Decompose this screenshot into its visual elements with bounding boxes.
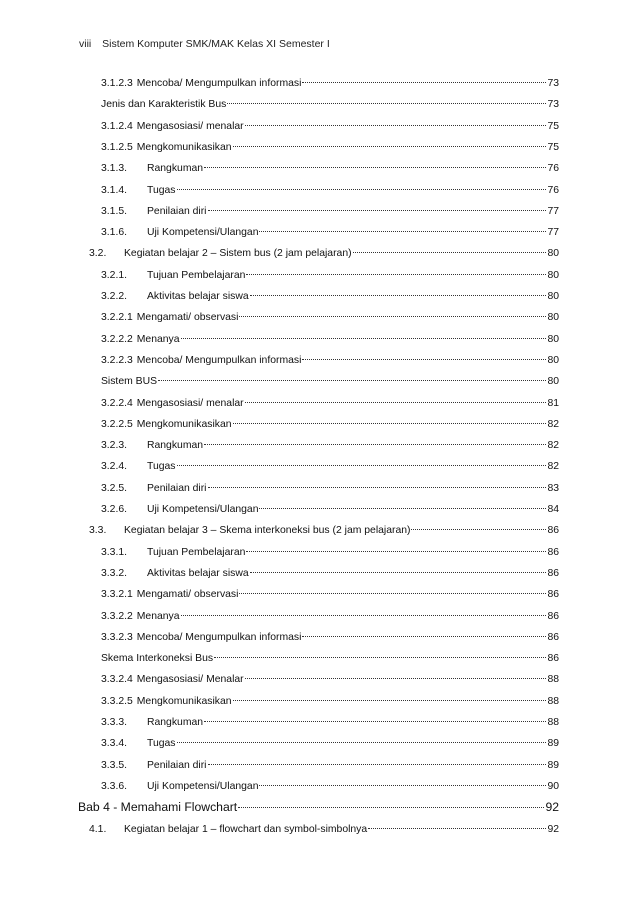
- toc-title: Mengasosiasi/ menalar: [136, 397, 244, 409]
- toc-number: 3.3.2.4: [101, 674, 133, 686]
- toc-dot-leader: [259, 231, 546, 232]
- toc-dot-leader: [246, 274, 546, 275]
- toc-title: Kegiatan belajar 2 – Sistem bus (2 jam pelajaran): [124, 248, 352, 260]
- toc-page-number: 92: [547, 823, 559, 835]
- toc-page-number: 84: [547, 504, 559, 515]
- toc-page-number: 80: [547, 312, 559, 324]
- toc-title: Tujuan Pembelajaran: [147, 546, 246, 558]
- toc-dot-leader: [239, 593, 546, 594]
- toc-page-number: 80: [547, 333, 559, 345]
- page-number: viii: [79, 38, 92, 50]
- toc-entry[interactable]: [101, 759, 559, 773]
- toc-entry[interactable]: [101, 98, 559, 112]
- toc-entry[interactable]: [101, 695, 559, 709]
- toc-number: 3.2.2.5: [101, 418, 133, 430]
- toc-title: Sistem BUS: [101, 376, 158, 388]
- toc-page-number: 86: [547, 546, 559, 558]
- toc-page-number: 75: [547, 120, 559, 132]
- toc-entry[interactable]: [89, 823, 559, 837]
- toc-page-number: 75: [547, 141, 559, 153]
- toc-number: 3.1.2.4: [101, 120, 133, 132]
- toc-dot-leader: [411, 529, 546, 530]
- toc-title: Mencoba/ Mengumpulkan informasi: [136, 631, 302, 643]
- toc-title: Mengamati/ observasi: [136, 312, 239, 324]
- toc-entry[interactable]: [101, 205, 559, 219]
- toc-page-number: 86: [547, 631, 559, 643]
- toc-entry[interactable]: [101, 311, 559, 325]
- toc-page-number: 76: [547, 184, 559, 196]
- toc-page-number: 76: [547, 163, 559, 175]
- toc-dot-leader: [245, 678, 547, 679]
- book-title: Sistem Komputer SMK/MAK Kelas XI Semester I: [102, 38, 330, 50]
- toc-page-number: 88: [547, 695, 559, 707]
- toc-dot-leader: [245, 125, 547, 126]
- toc-entry[interactable]: [101, 141, 559, 155]
- toc-number: 3.1.2.5: [101, 141, 133, 153]
- toc-number: 3.3.2.3: [101, 631, 133, 643]
- toc-page-number: 83: [547, 482, 559, 494]
- toc-entry[interactable]: [101, 120, 559, 134]
- toc-entry[interactable]: [101, 737, 559, 751]
- toc-title: Penilaian diri: [147, 759, 207, 771]
- page-header: [79, 38, 330, 50]
- toc-page-number: 86: [547, 610, 559, 622]
- toc-page-number: 80: [547, 354, 559, 366]
- toc-entry[interactable]: [101, 184, 559, 198]
- toc-number: 3.2.3.: [101, 440, 127, 452]
- toc-entry[interactable]: [101, 546, 559, 560]
- toc-number: 3.3.2.: [101, 567, 127, 579]
- toc-title: Mengasosiasi/ menalar: [136, 120, 244, 132]
- toc-entry[interactable]: [101, 588, 559, 602]
- toc-number: 3.3.4.: [101, 738, 127, 750]
- toc-entry[interactable]: [101, 354, 559, 368]
- toc-page-number: 73: [547, 99, 559, 111]
- toc-entry[interactable]: [101, 77, 559, 91]
- toc-title: Tugas: [147, 184, 176, 196]
- toc-entry[interactable]: [101, 503, 559, 517]
- toc-title: Aktivitas belajar siswa: [147, 567, 249, 579]
- toc-page-number: 77: [547, 227, 559, 239]
- toc-dot-leader: [158, 380, 546, 381]
- toc-number: 3.3.: [89, 525, 107, 537]
- toc-dot-leader: [245, 402, 547, 403]
- toc-page-number: 86: [547, 525, 559, 537]
- toc-entry[interactable]: [101, 333, 559, 347]
- toc-entry[interactable]: [101, 290, 559, 304]
- toc-number: 3.3.1.: [101, 546, 127, 558]
- toc-number: 3.2.4.: [101, 461, 127, 473]
- toc-number: 3.3.6.: [101, 780, 127, 792]
- toc-title: Mengkomunikasikan: [136, 141, 232, 153]
- toc-number: 3.2.5.: [101, 482, 127, 494]
- toc-number: 3.1.3.: [101, 163, 127, 175]
- toc-entry[interactable]: [101, 482, 559, 496]
- toc-dot-leader: [177, 189, 547, 190]
- toc-entry[interactable]: [101, 673, 559, 687]
- toc-number: 3.1.2.3: [101, 78, 133, 89]
- toc-entry[interactable]: [101, 375, 559, 389]
- toc-title: Bab 4 - Memahami Flowchart: [78, 800, 238, 815]
- toc-dot-leader: [250, 572, 547, 573]
- toc-dot-leader: [177, 465, 547, 466]
- toc-page-number: 88: [547, 717, 559, 728]
- toc-entry[interactable]: [101, 418, 559, 432]
- toc-dot-leader: [239, 316, 546, 317]
- toc-dot-leader: [181, 615, 547, 616]
- toc-page-number: 92: [545, 800, 559, 815]
- toc-page-number: 73: [547, 78, 559, 89]
- toc-title: Menanya: [136, 333, 180, 345]
- toc-page-number: 82: [547, 461, 559, 473]
- toc-number: 3.2.2.1: [101, 312, 133, 324]
- toc-title: Uji Kompetensi/Ulangan: [147, 780, 259, 792]
- toc-title: Mengkomunikasikan: [136, 695, 232, 707]
- toc-number: 3.1.4.: [101, 184, 127, 196]
- toc-dot-leader: [181, 338, 547, 339]
- toc-number: 4.1.: [89, 823, 107, 835]
- toc-number: 3.3.3.: [101, 717, 127, 728]
- toc-dot-leader: [204, 444, 546, 445]
- toc-number: 3.2.: [89, 248, 107, 260]
- toc-number: 3.3.5.: [101, 759, 127, 771]
- toc-dot-leader: [233, 700, 547, 701]
- toc-number: 3.2.2.4: [101, 397, 133, 409]
- toc-dot-leader: [233, 146, 547, 147]
- toc-number: 3.2.1.: [101, 269, 127, 281]
- toc-title: Rangkuman: [147, 717, 204, 728]
- toc-title: Kegiatan belajar 3 – Skema interkoneksi bus (2 jam pelajaran): [124, 525, 411, 537]
- toc-page-number: 80: [547, 248, 559, 260]
- toc-number: 3.3.2.1: [101, 589, 133, 601]
- toc-page-number: 88: [547, 674, 559, 686]
- toc-entry[interactable]: [101, 610, 559, 624]
- toc-entry[interactable]: [101, 716, 559, 730]
- toc-dot-leader: [227, 103, 546, 104]
- toc-entry[interactable]: [101, 439, 559, 453]
- toc-title: Kegiatan belajar 1 – flowchart dan symbol-simbolnya: [124, 823, 368, 835]
- toc-number: 3.2.2.: [101, 291, 127, 302]
- toc-entry[interactable]: [89, 524, 559, 538]
- toc-title: Mencoba/ Mengumpulkan informasi: [136, 354, 302, 366]
- toc-entry[interactable]: [101, 269, 559, 283]
- toc-dot-leader: [259, 508, 546, 509]
- toc-page-number: 77: [547, 205, 559, 217]
- toc-title: Tujuan Pembelajaran: [147, 269, 246, 281]
- toc-number: 3.3.2.5: [101, 695, 133, 707]
- toc-title: Tugas: [147, 738, 176, 750]
- toc-dot-leader: [208, 210, 547, 211]
- toc-page-number: 80: [547, 291, 559, 302]
- toc-number: 3.3.2.2: [101, 610, 133, 622]
- toc-dot-leader: [233, 423, 547, 424]
- toc-title: Menanya: [136, 610, 180, 622]
- toc-title: Rangkuman: [147, 163, 204, 175]
- toc-dot-leader: [302, 82, 546, 83]
- toc-title: Uji Kompetensi/Ulangan: [147, 227, 259, 239]
- toc-title: Skema Interkoneksi Bus: [101, 653, 214, 665]
- toc-page-number: 81: [547, 397, 559, 409]
- toc-title: Penilaian diri: [147, 205, 207, 217]
- toc-dot-leader: [368, 828, 546, 829]
- toc-dot-leader: [208, 487, 547, 488]
- toc-entry[interactable]: [101, 460, 559, 474]
- toc-title: Tugas: [147, 461, 176, 473]
- toc-page-number: 86: [547, 567, 559, 579]
- toc-dot-leader: [250, 295, 547, 296]
- toc-title: Jenis dan Karakteristik Bus: [101, 99, 227, 111]
- toc-dot-leader: [204, 721, 546, 722]
- toc-dot-leader: [177, 742, 547, 743]
- toc-entry[interactable]: [101, 567, 559, 581]
- toc-entry[interactable]: [101, 631, 559, 645]
- toc-dot-leader: [208, 764, 547, 765]
- toc-page-number: 90: [547, 780, 559, 792]
- toc-entry[interactable]: [101, 162, 559, 176]
- toc-number: 3.2.2.3: [101, 354, 133, 366]
- toc-title: Mengamati/ observasi: [136, 589, 239, 601]
- toc-dot-leader: [259, 785, 546, 786]
- toc-page-number: 80: [547, 376, 559, 388]
- toc-title: Rangkuman: [147, 440, 204, 452]
- toc-number: 3.2.2.2: [101, 333, 133, 345]
- toc-title: Uji Kompetensi/Ulangan: [147, 504, 259, 515]
- toc-title: Mencoba/ Mengumpulkan informasi: [136, 78, 302, 89]
- toc-entry[interactable]: [89, 247, 559, 261]
- toc-chapter-entry[interactable]: [78, 799, 559, 815]
- toc-title: Penilaian diri: [147, 482, 207, 494]
- toc-page-number: 82: [547, 440, 559, 452]
- toc-page-number: 86: [547, 653, 559, 665]
- toc-dot-leader: [238, 807, 544, 808]
- toc-dot-leader: [353, 252, 547, 253]
- toc-page-number: 80: [547, 269, 559, 281]
- toc-title: Aktivitas belajar siswa: [147, 291, 249, 302]
- toc-number: 3.1.5.: [101, 205, 127, 217]
- toc-page-number: 82: [547, 418, 559, 430]
- toc-dot-leader: [204, 167, 546, 168]
- toc-page-number: 89: [547, 738, 559, 750]
- toc-entry[interactable]: [101, 397, 559, 411]
- toc-dot-leader: [302, 359, 546, 360]
- toc-number: 3.1.6.: [101, 227, 127, 239]
- toc-entry[interactable]: [101, 652, 559, 666]
- toc-title: Mengasosiasi/ Menalar: [136, 674, 244, 686]
- toc-page-number: 89: [547, 759, 559, 771]
- toc-dot-leader: [246, 551, 546, 552]
- toc-title: Mengkomunikasikan: [136, 418, 232, 430]
- toc-dot-leader: [214, 657, 546, 658]
- toc-entry[interactable]: [101, 226, 559, 240]
- toc-entry[interactable]: [101, 780, 559, 794]
- toc-number: 3.2.6.: [101, 504, 127, 515]
- toc-dot-leader: [302, 636, 546, 637]
- toc-page-number: 86: [547, 589, 559, 601]
